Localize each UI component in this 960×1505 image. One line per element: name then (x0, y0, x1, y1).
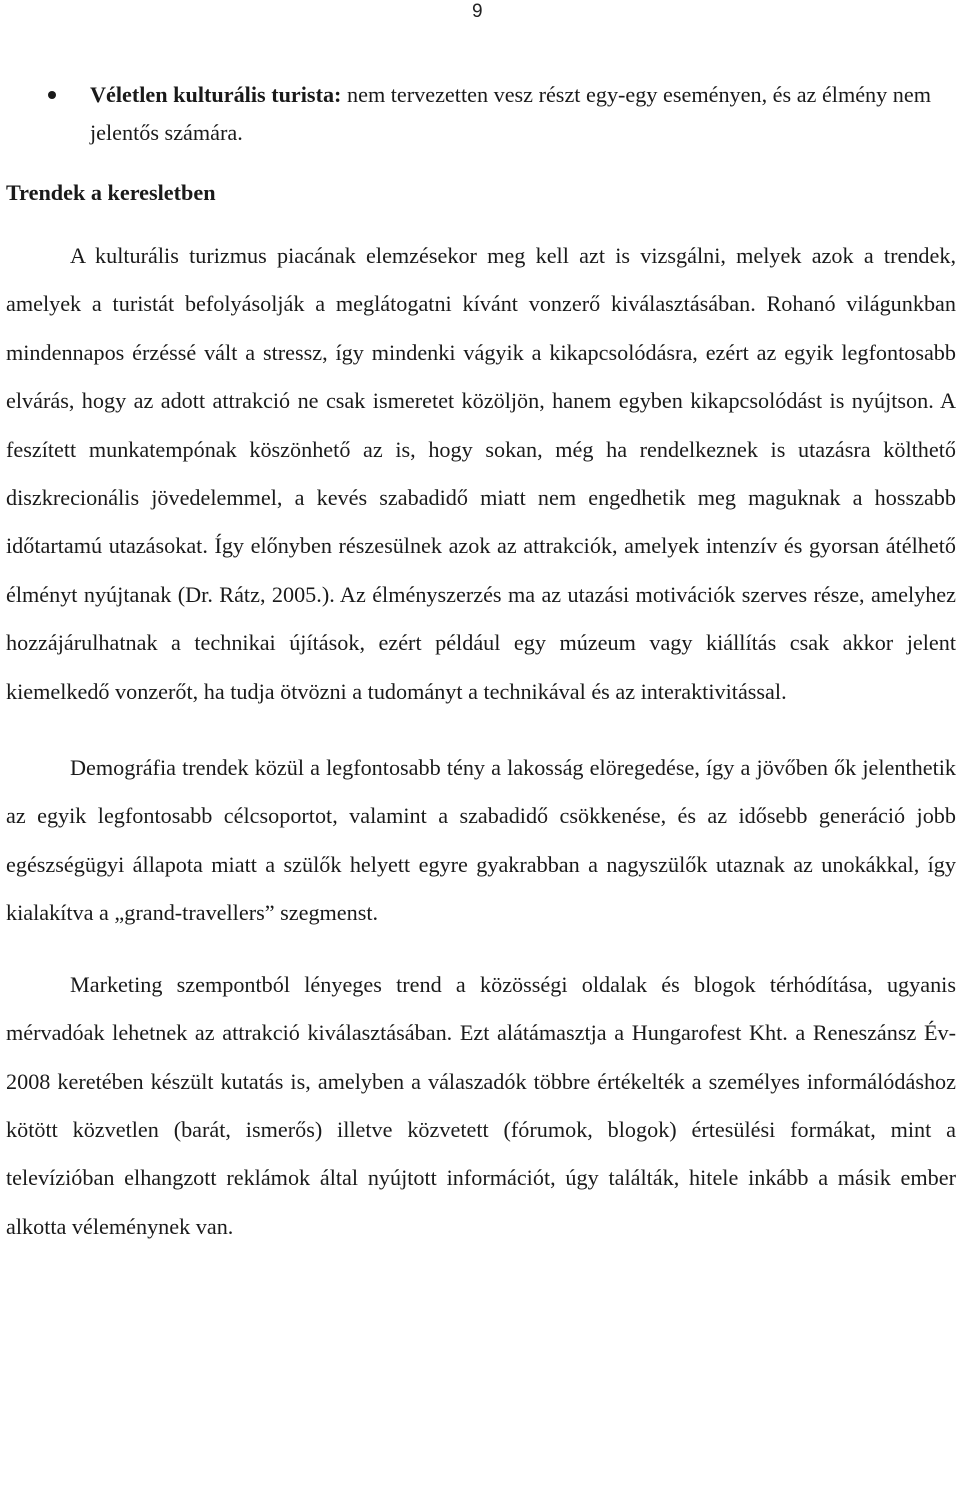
bullet-term: Véletlen kulturális turista: (90, 82, 342, 107)
page-number: 9 (472, 1, 483, 22)
bullet-text: nem tervezetten vesz részt egy-egy eseményen, és az élmény nem jelentős számára. (90, 82, 931, 145)
paragraph-trends: A kulturális turizmus piacának elemzésekor meg kell azt is vizsgálni, melyek azok a trendek, amelyek a turistát befolyásolják a meglátogatni kívánt vonzerő kiválasztásában. Rohanó világunkban mindennapos érzéssé vált a stressz, így mindenki vágyik a kikapcsolódásra, ezért az egyik legfontosabb elvárás, hogy az adott attrakció ne csak ismeretet közöljön, hanem egyben kikapcsolódást is nyújtson. A feszített munkatempónak köszönhető az is, hogy sokan, még ha rendelkeznek is utazásra költhető diszkrecionális jövedelemmel, a kevés szabadidő miatt nem engedhetik meg maguknak a hosszabb időtartamú utazásokat. Így előnyben részesülnek azok az attrakciók, amelyek intenzív és gyorsan átélhető élményt nyújtanak (Dr. Rátz, 2005.). Az élményszerzés ma az utazási motivációk szerves része, amelyhez hozzájárulhatnak a technikai újítások, ezért például egy múzeum vagy kiállítás csak akkor jelent kiemelkedő vonzerőt, ha tudja ötvözni a tudományt a technikával és az interaktivitással. (6, 243, 956, 704)
document-body (6, 76, 956, 1251)
paragraph-demography: Demográfia trendek közül a legfontosabb tény a lakosság elöregedése, így a jövőben ők jelenthetik az egyik legfontosabb célcsoportot, valamint a szabadidő csökkenése, és az idősebb generáció jobb egészségügyi állapota miatt a szülők helyett egyre gyakrabban a nagyszülők utaznak az unokákkal, így kialakítva a „grand-travellers” szegmenst. (6, 755, 956, 926)
section-heading: Trendek a keresletben (6, 180, 216, 205)
paragraph-marketing: Marketing szempontból lényeges trend a közösségi oldalak és blogok térhódítása, ugyanis mérvadóak lehetnek az attrakció kiválasztásában. Ezt alátámasztja a Hungarofest Kht. a Reneszánsz Év-2008 keretében készült kutatás is, amelyben a válaszadók többre értékelték a személyes informálódáshoz kötött közvetlen (barát, ismerős) illetve közvetett (fórumok, blogok) értesülési formákat, mint a televízióban elhangzott reklámok által nyújtott információt, úgy találták, hitele inkább a másik ember alkotta véleménynek van. (6, 971, 956, 1239)
bullet-icon (48, 91, 56, 99)
list-item (6, 76, 956, 152)
